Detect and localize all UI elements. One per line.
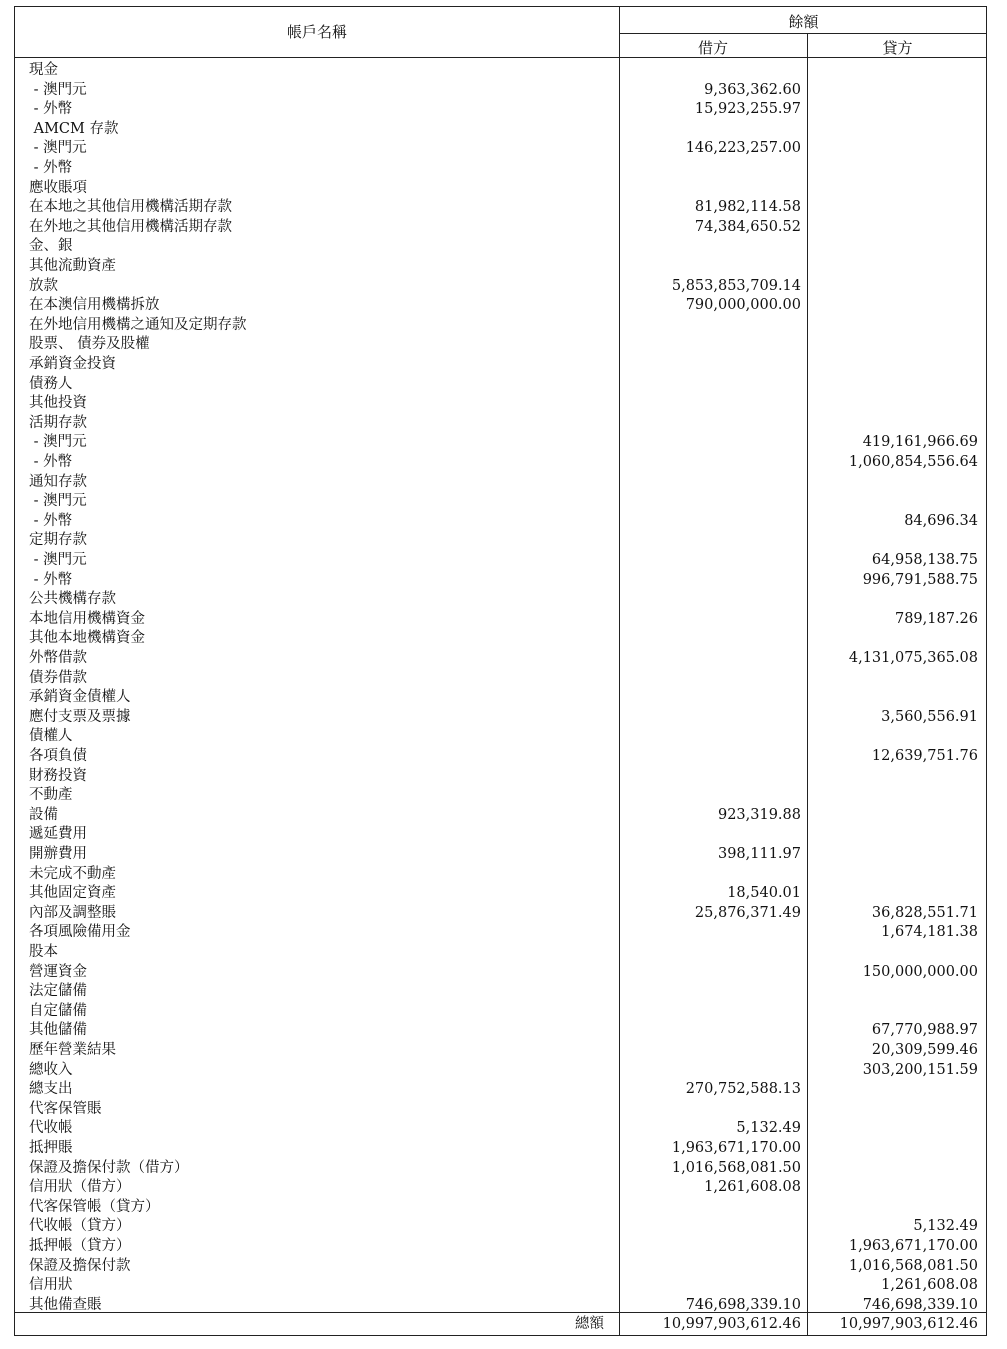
header-debit: 借方: [697, 39, 728, 57]
table-row: [15, 1080, 986, 1100]
account-name: 抵押帳（貸方）: [29, 1238, 131, 1254]
account-name: 總支出: [29, 1081, 73, 1098]
credit-amount: 3,560,556.91: [881, 708, 978, 725]
table-row: [15, 747, 986, 767]
table-row: [15, 335, 986, 355]
table-row: [15, 669, 986, 689]
account-name: 代收帳: [29, 1120, 73, 1137]
header-account-name: 帳戶名稱: [286, 23, 347, 41]
account-name: 本地信用機構資金: [29, 610, 145, 627]
account-name: 應收賬項: [29, 179, 87, 196]
credit-amount: 1,060,854,556.64: [848, 454, 978, 470]
credit-amount: 150,000,000.00: [862, 963, 978, 980]
table-row: [15, 1061, 986, 1081]
account-name: 不動產: [29, 787, 73, 804]
table-row: [15, 198, 986, 218]
account-name: 其他儲備: [29, 1022, 87, 1039]
table-row: [15, 1178, 986, 1198]
account-name: 承銷資金債權人: [29, 689, 131, 706]
header-balance: 餘額: [788, 13, 819, 31]
account-name: - 澳門元: [29, 493, 87, 510]
account-name: 其他流動資產: [29, 258, 116, 274]
table-row: [15, 727, 986, 747]
account-name: 總收入: [29, 1061, 73, 1078]
table-row: [15, 649, 986, 669]
account-name: - 澳門元: [29, 552, 87, 568]
table-row: [15, 1159, 986, 1179]
debit-amount: 9,363,362.60: [704, 81, 801, 98]
total-credit: 10,997,903,612.46: [839, 1316, 978, 1332]
table-row: [15, 865, 986, 885]
account-name: - 澳門元: [29, 81, 87, 98]
account-name: 遞延費用: [29, 826, 87, 843]
table-row: [15, 825, 986, 845]
account-name: 金、銀: [29, 238, 73, 255]
credit-amount: 746,698,339.10: [862, 1296, 978, 1313]
table-row: [15, 590, 986, 610]
account-name: 股票、 債券及股權: [29, 336, 150, 353]
table-row: [15, 786, 986, 806]
credit-amount: 303,200,151.59: [862, 1061, 978, 1078]
account-name: 未完成不動產: [29, 865, 116, 882]
account-name: 承銷資金投資: [29, 356, 116, 372]
account-name: 其他本地機構資金: [29, 630, 145, 647]
debit-amount: 1,016,568,081.50: [671, 1159, 801, 1176]
account-name: 自定儲備: [29, 1002, 87, 1019]
account-name: 營運資金: [29, 963, 87, 980]
account-name: 公共機構存款: [29, 591, 116, 608]
total-label: 總額: [575, 1316, 604, 1332]
table-row: [15, 610, 986, 630]
account-name: 其他備查賬: [29, 1296, 102, 1313]
account-name: 活期存款: [29, 414, 87, 431]
debit-amount: 270,752,588.13: [685, 1081, 801, 1098]
debit-amount: 81,982,114.58: [694, 199, 801, 216]
table-row: [15, 884, 986, 904]
account-name: 在外地信用機構之通知及定期存款: [29, 316, 247, 333]
table-row: [15, 316, 986, 336]
header-credit: 貸方: [882, 39, 913, 57]
table-row: [15, 61, 986, 81]
account-name: - 外幣: [29, 571, 73, 588]
table-row: [15, 1119, 986, 1139]
table-row: [15, 120, 986, 140]
table-row: [15, 394, 986, 414]
credit-amount: 64,958,138.75: [871, 552, 978, 568]
table-row: [15, 845, 986, 865]
table-row: [15, 139, 986, 159]
table-row: [15, 512, 986, 532]
credit-amount: 1,261,608.08: [881, 1277, 978, 1294]
debit-amount: 15,923,255.97: [694, 101, 801, 118]
table-row: [15, 1100, 986, 1120]
account-name: 財務投資: [29, 767, 87, 784]
table-row: [15, 179, 986, 199]
account-name: 信用狀（借方）: [29, 1179, 131, 1196]
account-name: 債券借款: [29, 669, 87, 686]
account-name: 其他固定資產: [29, 885, 116, 902]
credit-amount: 20,309,599.46: [871, 1042, 978, 1058]
table-row: [15, 277, 986, 297]
credit-amount: 789,187.26: [894, 610, 978, 627]
table-row: [15, 982, 986, 1002]
table-row: [15, 355, 986, 375]
account-name: 代客保管帳（貸方）: [29, 1198, 160, 1215]
table-row: [15, 453, 986, 473]
account-name: 應付支票及票據: [29, 708, 131, 725]
table-row: [15, 414, 986, 434]
table-row: [15, 433, 986, 453]
table-row: [15, 81, 986, 101]
credit-amount: 67,770,988.97: [871, 1022, 978, 1039]
credit-amount: 996,791,588.75: [862, 571, 978, 588]
debit-amount: 5,853,853,709.14: [671, 277, 801, 294]
account-name: 設備: [29, 806, 58, 823]
table-row: [15, 943, 986, 963]
table-row: [15, 923, 986, 943]
account-name: AMCM 存款: [29, 120, 119, 137]
debit-amount: 398,111.97: [717, 846, 801, 862]
debit-amount: 74,384,650.52: [694, 218, 801, 235]
table-row: [15, 1002, 986, 1022]
table-row: [15, 218, 986, 238]
account-name: 放款: [29, 277, 58, 294]
account-name: 其他投資: [29, 395, 87, 412]
total-row: [15, 1314, 986, 1334]
account-name: - 澳門元: [29, 140, 87, 157]
trial-balance-table: [14, 6, 987, 1336]
credit-amount: 84,696.34: [904, 512, 978, 529]
account-name: 歷年營業結果: [29, 1042, 116, 1058]
table-row: [15, 1257, 986, 1277]
table-row: [15, 551, 986, 571]
account-name: 保證及擔保付款: [29, 1257, 131, 1274]
debit-amount: 790,000,000.00: [685, 297, 801, 314]
total-debit: 10,997,903,612.46: [662, 1316, 801, 1332]
credit-amount: 36,828,551.71: [871, 904, 978, 921]
table-row: [15, 1198, 986, 1218]
table-row: [15, 1041, 986, 1061]
account-name: - 外幣: [29, 101, 73, 118]
account-name: - 澳門元: [29, 434, 87, 451]
account-name: 股本: [29, 944, 58, 960]
account-name: 各項風險備用金: [29, 924, 131, 941]
debit-amount: 746,698,339.10: [685, 1296, 801, 1313]
header-divider-balance: [619, 33, 986, 34]
account-name: 外幣借款: [29, 650, 87, 666]
debit-amount: 1,963,671,170.00: [671, 1140, 801, 1156]
table-row: [15, 1217, 986, 1237]
credit-amount: 4,131,075,365.08: [848, 650, 978, 666]
table-row: [15, 708, 986, 728]
account-name: 現金: [29, 62, 58, 78]
credit-amount: 1,963,671,170.00: [848, 1238, 978, 1254]
debit-amount: 146,223,257.00: [685, 140, 801, 157]
table-row: [15, 1021, 986, 1041]
table-row: [15, 571, 986, 591]
account-name: 在本地之其他信用機構活期存款: [29, 199, 232, 216]
credit-amount: 12,639,751.76: [871, 748, 978, 764]
table-row: [15, 1296, 986, 1316]
table-row: [15, 296, 986, 316]
table-row: [15, 806, 986, 826]
debit-amount: 923,319.88: [717, 806, 801, 823]
account-name: 保證及擔保付款（借方）: [29, 1159, 189, 1176]
table-row: [15, 237, 986, 257]
account-name: 開辦費用: [29, 846, 87, 862]
account-name: 代客保管賬: [29, 1100, 102, 1117]
table-row: [15, 492, 986, 512]
table-row: [15, 100, 986, 120]
credit-amount: 1,016,568,081.50: [848, 1257, 978, 1274]
table-row: [15, 1276, 986, 1296]
account-name: - 外幣: [29, 160, 73, 176]
credit-amount: 5,132.49: [913, 1218, 978, 1235]
table-row: [15, 688, 986, 708]
table-row: [15, 1139, 986, 1159]
table-row: [15, 473, 986, 493]
table-row: [15, 904, 986, 924]
debit-amount: 5,132.49: [736, 1120, 801, 1137]
account-name: 抵押賬: [29, 1140, 73, 1156]
table-row: [15, 159, 986, 179]
table-row: [15, 629, 986, 649]
table-row: [15, 1237, 986, 1257]
table-row: [15, 375, 986, 395]
account-name: - 外幣: [29, 454, 73, 470]
debit-amount: 1,261,608.08: [704, 1179, 801, 1196]
table-row: [15, 963, 986, 983]
account-name: 通知存款: [29, 473, 87, 490]
account-name: 債務人: [29, 375, 73, 392]
credit-amount: 1,674,181.38: [881, 924, 978, 941]
account-name: 法定儲備: [29, 983, 87, 1000]
table-row: [15, 531, 986, 551]
account-name: 債權人: [29, 728, 73, 745]
table-row: [15, 257, 986, 277]
table-row: [15, 767, 986, 787]
account-name: 在本澳信用機構拆放: [29, 297, 160, 314]
debit-amount: 18,540.01: [727, 885, 801, 902]
debit-amount: 25,876,371.49: [694, 904, 801, 921]
credit-amount: 419,161,966.69: [862, 434, 978, 451]
account-name: 信用狀: [29, 1277, 73, 1294]
account-name: 各項負債: [29, 748, 87, 764]
account-name: 在外地之其他信用機構活期存款: [29, 218, 232, 235]
account-name: 代收帳（貸方）: [29, 1218, 131, 1235]
account-name: 定期存款: [29, 532, 87, 549]
account-name: 內部及調整賬: [29, 904, 116, 921]
account-name: - 外幣: [29, 512, 73, 529]
